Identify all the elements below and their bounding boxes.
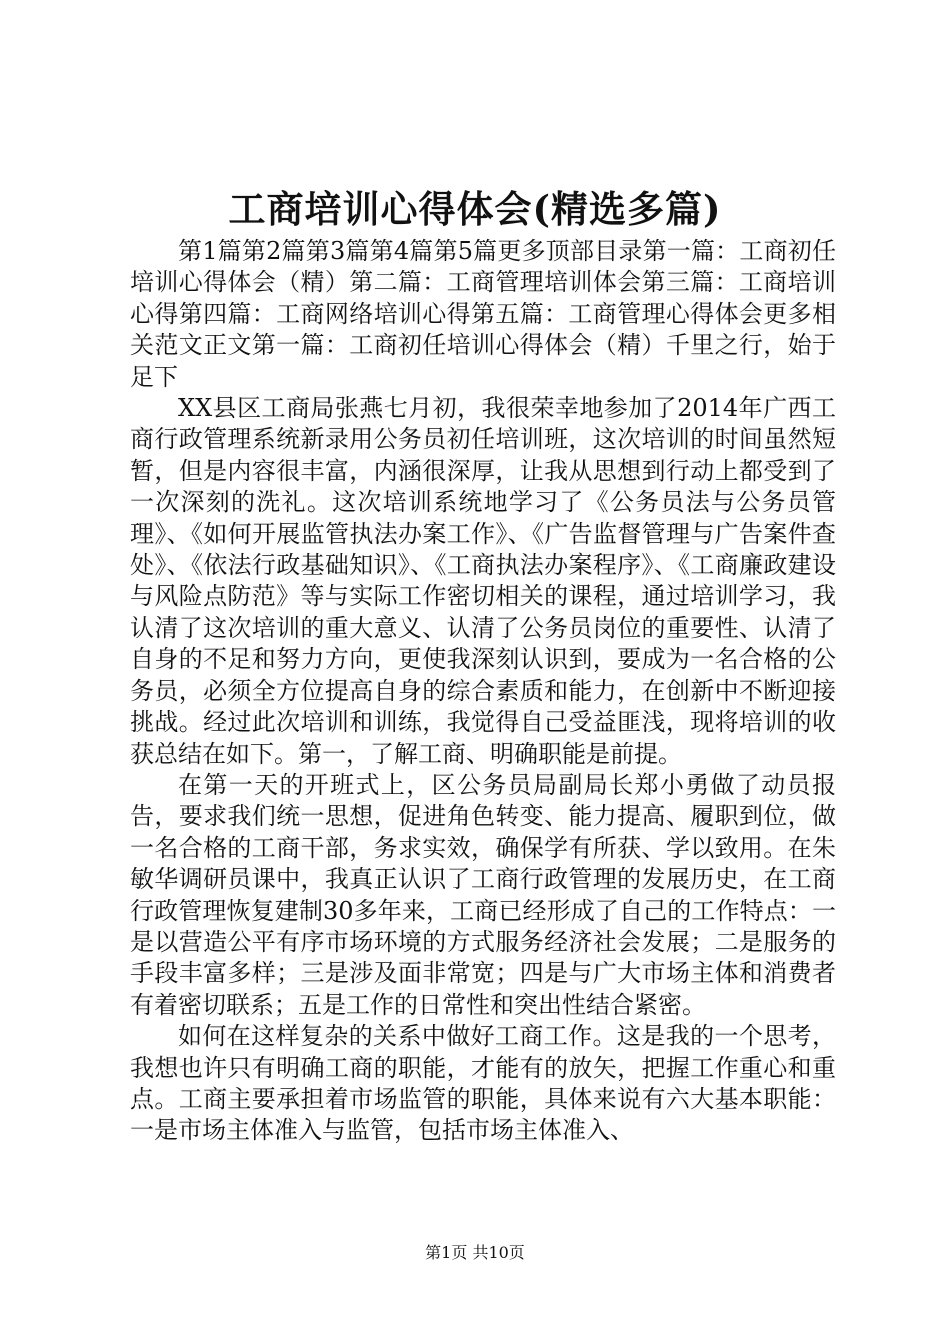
- paragraph-toc: 第1篇第2篇第3篇第4篇第5篇更多顶部目录第一篇：工商初任培训心得体会（精）第二篇：工商管理培训体会第三篇：工商培训心得第四篇：工商网络培训心得第五篇：工商管理心得体会更多相关范文正文第一篇：工商初任培训心得体会（精）千里之行，始于足下: [130, 237, 836, 391]
- document-body: [130, 236, 836, 1147]
- document-title: 工商培训心得体会(精选多篇): [228, 187, 722, 231]
- paragraph-functions: 如何在这样复杂的关系中做好工商工作。这是我的一个思考，我想也许只有明确工商的职能，才能有的放矢，把握工作重心和重点。工商主要承担着市场监管的职能，具体来说有六大基本职能：一是市场主体准入与监管，包括市场主体准入、: [130, 1022, 836, 1145]
- paragraph-intro: XX县区工商局张燕七月初，我很荣幸地参加了2014年广西工商行政管理系统新录用公务员初任培训班，这次培训的时间虽然短暂，但是内容很丰富，内涵很深厚，让我从思想到行动上都受到了一次深刻的洗礼。这次培训系统地学习了《公务员法与公务员管理》、《如何开展监管执法办案工作》、《广告监督管理与广告案件查处》、《依法行政基础知识》、《工商执法办案程序》、《工商廉政建设与风险点防范》等与实际工作密切相关的课程，通过培训学习，我认清了这次培训的重大意义、认清了公务员岗位的重要性、认清了自身的不足和努力方向，更使我深刻认识到，要成为一名合格的公务员，必须全方位提高自身的综合素质和能力，在创新中不断迎接挑战。经过此次培训和训练，我觉得自己受益匪浅，现将培训的收获总结在如下。第一，了解工商、明确职能是前提。: [130, 394, 836, 768]
- page-number-footer: 第1页 共10页: [425, 1243, 525, 1262]
- paragraph-opening-ceremony: 在第一天的开班式上，区公务员局副局长郑小勇做了动员报告，要求我们统一思想，促进角色转变、能力提高、履职到位，做一名合格的工商干部，务求实效，确保学有所获、学以致用。在朱敏华调研员课中，我真正认识了工商行政管理的发展历史，在工商行政管理恢复建制30多年来，工商已经形成了自己的工作特点：一是以营造公平有序市场环境的方式服务经济社会发展；二是服务的手段丰富多样；三是涉及面非常宽；四是与广大市场主体和消费者有着密切联系；五是工作的日常性和突出性结合紧密。: [130, 770, 836, 1019]
